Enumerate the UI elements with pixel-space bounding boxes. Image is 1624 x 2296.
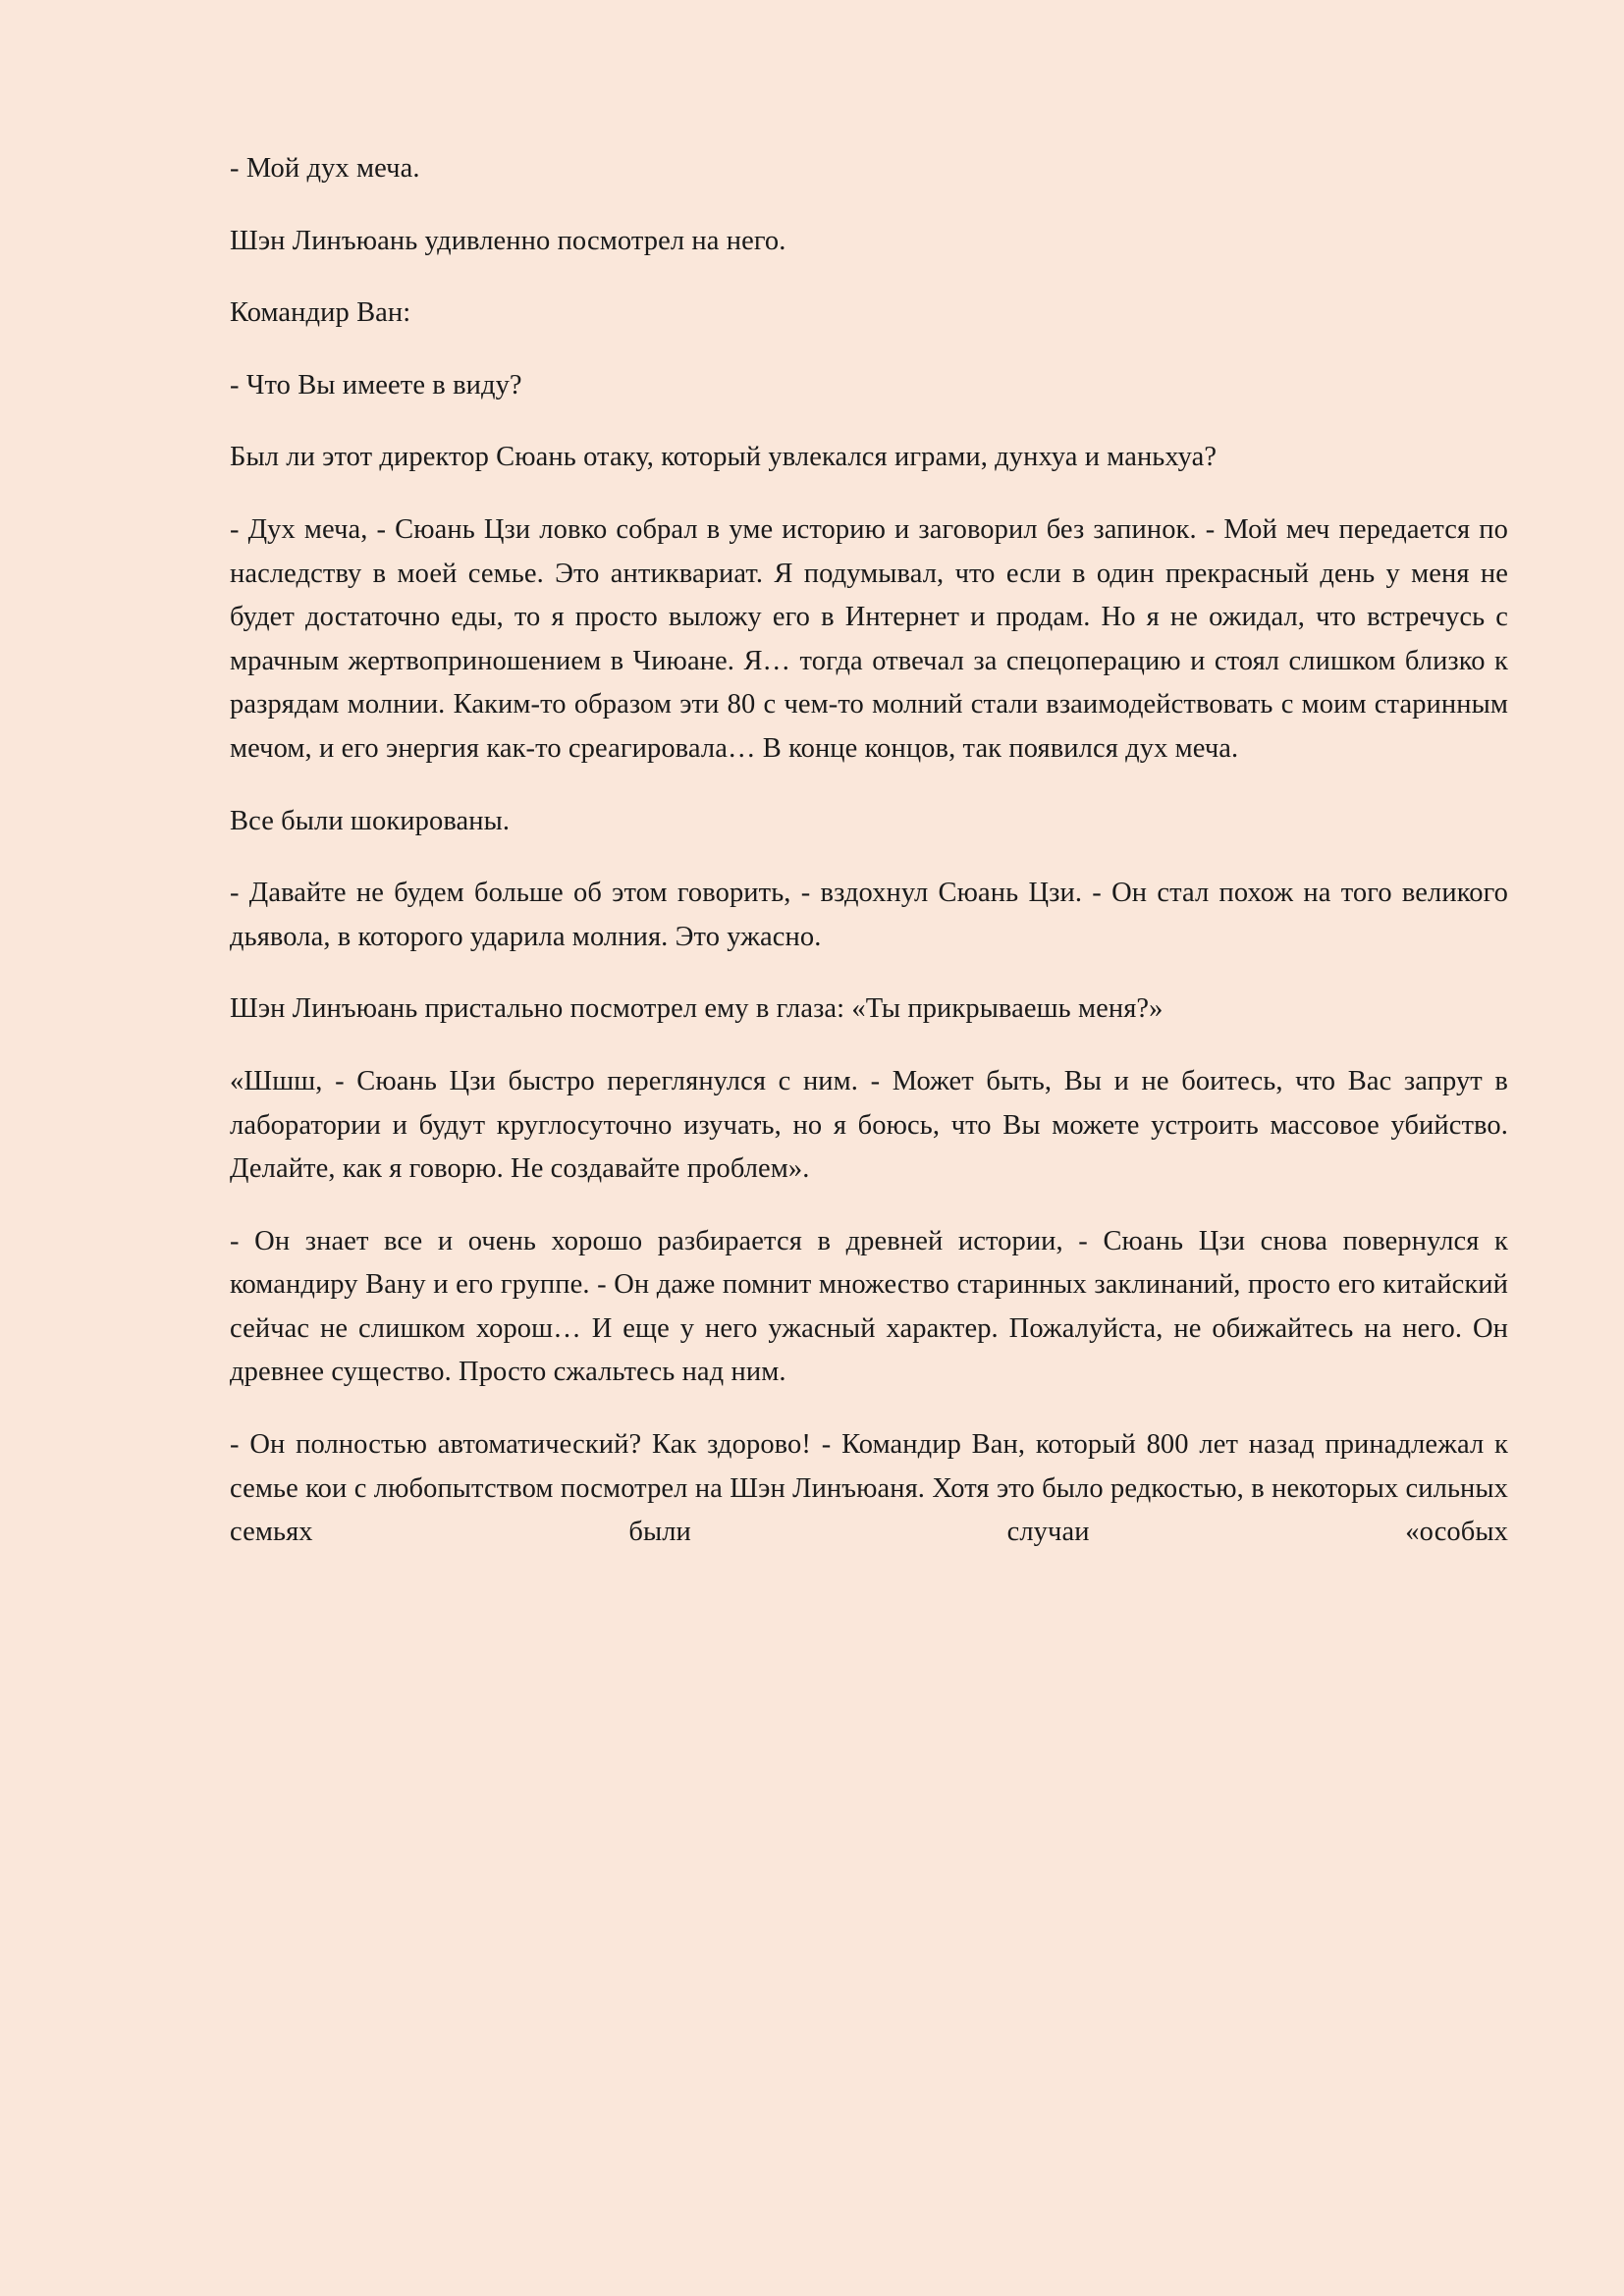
paragraph: «Шшш, - Сюань Цзи быстро переглянулся с ним. - Может быть, Вы и не боитесь, что Вас запрут в лаборатории и будут круглосуточно изучать, но я боюсь, что Вы можете устроить массовое убийство. Делайте, как я говорю. Не создавайте проблем».	[230, 1065, 1516, 1185]
paragraph: Шэн Линъюань пристально посмотрел ему в глаза: «Ты прикрываешь меня?»	[230, 993, 1164, 1025]
paragraph: - Он знает все и очень хорошо разбирается в древней истории, - Сюань Цзи снова повернулся к командиру Вану и его группе. - Он даже помнит множество старинных заклинаний, просто его китайский сейчас не слишком хорош… И еще у него ужасный характер. Пожалуйста, не обижайтесь на него. Он древнее существо. Просто сжальтесь над ним.	[230, 1225, 1516, 1388]
paragraph: - Что Вы имеете в виду?	[230, 369, 522, 400]
paragraph: Был ли этот директор Сюань отаку, который увлекался играми, дунхуа и маньхуа?	[230, 442, 1218, 473]
paragraph: Командир Ван:	[230, 297, 411, 329]
paragraph: - Дух меча, - Сюань Цзи ловко собрал в уме историю и заговорил без запинок. - Мой меч передается по наследству в моей семье. Это антиквариат. Я подумывал, что если в один прекрасный день у меня не будет достаточно еды, то я просто выложу его в Интернет и продам. Но я не ожидал, что встречусь с мрачным жертвоприношением в Чиюане. Я… тогда отвечал за спецоперацию и стоял слишком близко к разрядам молнии. Каким-то образом эти 80 с чем-то молний стали взаимодействовать с моим старинным мечом, и его энергия как-то среагировала… В конце концов, так появился дух меча.	[230, 513, 1516, 764]
text-column	[230, 147, 1516, 1598]
paragraph: - Давайте не будем больше об этом говорить, - вздохнул Сюань Цзи. - Он стал похож на того великого дьявола, в которого ударила молния. Это ужасно.	[230, 878, 1516, 952]
paragraph: Шэн Линъюань удивленно посмотрел на него.	[230, 225, 786, 256]
paragraph: Все были шокированы.	[230, 805, 511, 836]
paragraph: - Мой дух меча.	[230, 153, 420, 184]
paragraph: - Он полностью автоматический? Как здорово! - Командир Ван, который 800 лет назад принадлежал к семье кои с любопытством посмотрел на Шэн Линъюаня. Хотя это было редкостью, в некоторых сильных семьях были случаи «особых	[230, 1429, 1516, 1548]
